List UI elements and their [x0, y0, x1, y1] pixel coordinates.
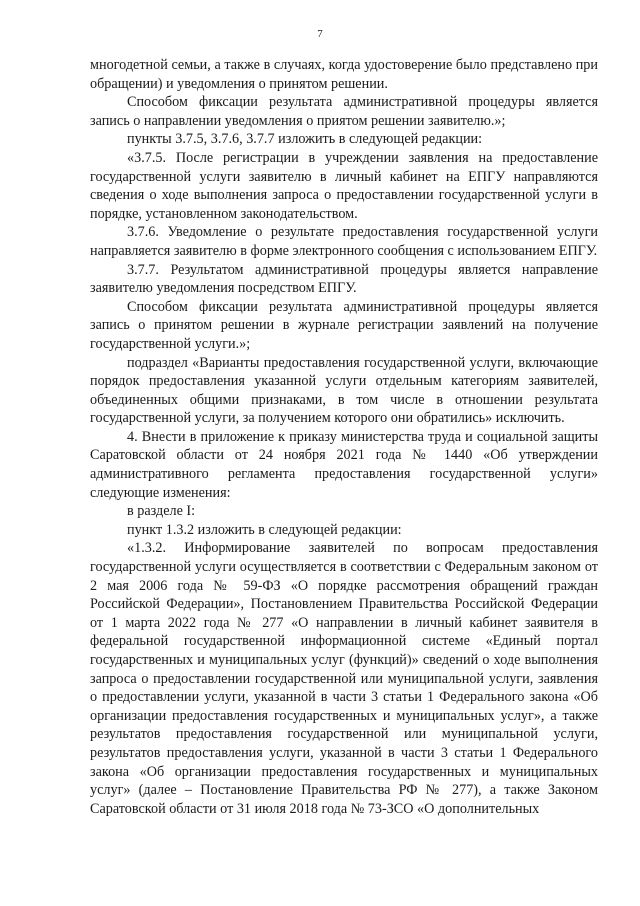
paragraph: «3.7.5. После регистрации в учреждении заявления на предоставление государственной услуги заявителю в личный кабинет на ЕПГУ направляются сведения о ходе выполнения запроса о предоставлении государственной услуги в порядке, установленном законодательством. — [90, 149, 598, 222]
paragraph: пункт 1.3.2 изложить в следующей редакции: — [127, 521, 402, 538]
paragraph: «1.3.2. Информирование заявителей по вопросам предоставления государственной услуги осуществляется в соответствии с Федеральным законом от 2 мая 2006 года № 59-ФЗ «О порядке рассмотрения обращений граждан Российской Федерации», Постановлением Правительства Российской Федерации от 1 марта 2022 года № 277 «О направлении в личный кабинет заявителя в федеральной государственной информационной системе «Единый портал государственных и муниципальных услуг (функций)» сведений о ходе выполнения запроса о предоставлении государственной или муниципальной услуги, заявления о предоставлении услуги, указанной в части 3 статьи 1 Федерального закона «Об организации предоставления государственных и муниципальных услуг», а также результатов предоставления государственной или муниципальной услуги, результатов предоставления услуги, указанной в части 3 статьи 1 Федерального закона «Об организации предоставления государственных и муниципальных услуг» (далее – Постановление Правительства РФ № 277), а также Законом Саратовской области от 31 июля 2018 года № 73-ЗСО «О дополнительных — [90, 540, 598, 817]
paragraph: Способом фиксации результата административной процедуры является запись о принятом решении в журнале регистрации заявлений на получение государственной услуги.»; — [90, 298, 598, 352]
paragraph: пункты 3.7.5, 3.7.6, 3.7.7 изложить в следующей редакции: — [127, 131, 483, 148]
paragraph-continuation: многодетной семьи, а также в случаях, когда удостоверение было представлено при обращении) и уведомления о принятом решении. — [90, 57, 598, 92]
paragraph: 3.7.7. Результатом административной процедуры является направление заявителю уведомления посредством ЕПГУ. — [90, 261, 598, 297]
paragraph: Способом фиксации результата административной процедуры является запись о направлении уведомления о приятом решении заявителю.»; — [90, 94, 598, 129]
paragraph: 3.7.6. Уведомление о результате предоставления государственной услуги направляется заявителю в форме электронного сообщения с использованием ЕПГУ. — [90, 224, 598, 259]
paragraph: в разделе I: — [127, 503, 196, 520]
paragraph: 4. Внести в приложение к приказу министерства труда и социальной защиты Саратовской области от 24 ноября 2021 года № 1440 «Об утверждении административного регламента предоставления государственной услуги» следующие изменения: — [90, 428, 598, 501]
paragraph: подраздел «Варианты предоставления государственной услуги, включающие порядок предоставления указанной услуги отдельным категориям заявителей, объединенных общими признаками, в том числе в отношении результата государственной услуги, за получением которого они обратились» исключить. — [90, 354, 598, 427]
page-number: 7 — [317, 28, 323, 40]
document-body — [90, 56, 598, 818]
